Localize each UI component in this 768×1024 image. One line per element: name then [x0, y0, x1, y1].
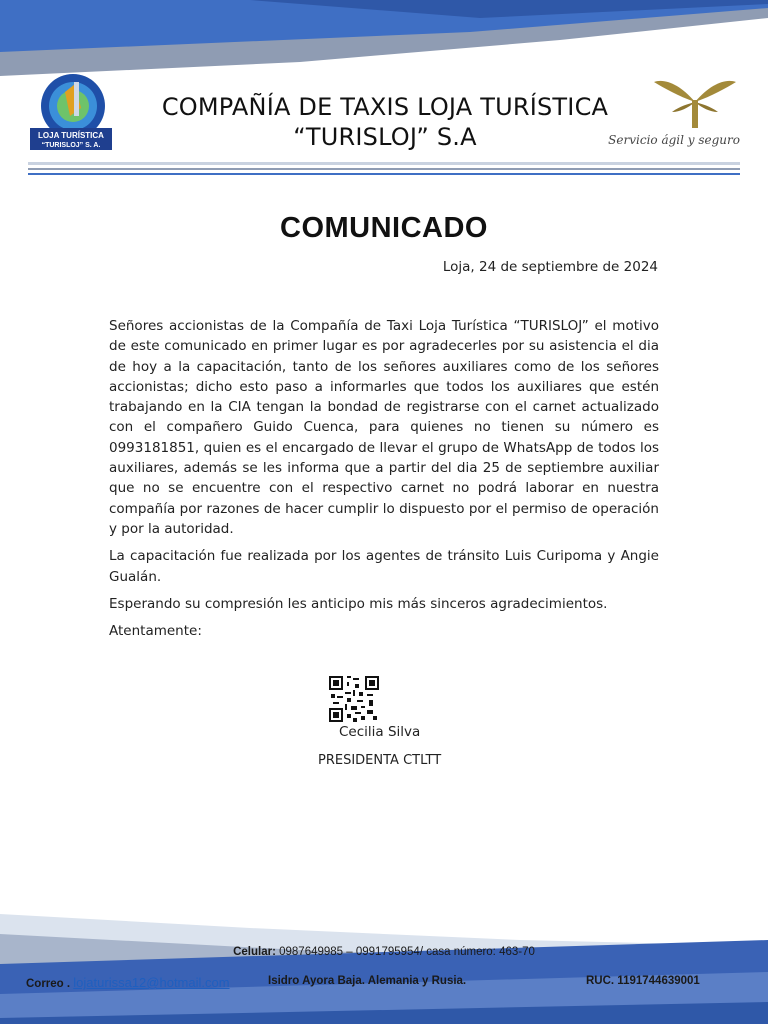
signature-qr-code [329, 676, 379, 722]
footer-contact [26, 975, 716, 990]
document-date: Loja, 24 de septiembre de 2024 [442, 259, 658, 275]
company-tagline: Servicio ágil y seguro [608, 133, 740, 147]
document-title: COMUNICADO [280, 212, 488, 244]
footer-banner [0, 900, 768, 1024]
footer-email-label: Correo . [26, 978, 74, 990]
company-logo-left [28, 72, 114, 152]
company-logo-right [650, 72, 740, 130]
signer-role: PRESIDENTA CTLTT [318, 753, 442, 768]
closing-salutation: Atentamente: [109, 623, 202, 640]
document-body [109, 316, 659, 648]
company-name-line2: “TURISLOJ” S.A [293, 123, 477, 151]
header-divider [28, 162, 740, 178]
body-paragraph: Esperando su compresión les anticipo mis más sinceros agradecimientos. [109, 595, 608, 612]
footer-email-link[interactable]: lojaturissa12@hotmail.com [73, 975, 230, 990]
company-name-line1: COMPAÑÍA DE TAXIS LOJA TURÍSTICA [161, 93, 609, 121]
signer-name: Cecilia Silva [339, 724, 421, 740]
footer-phone-label: Celular: [233, 946, 276, 958]
footer-ruc: RUC. 1191744639001 [586, 975, 700, 987]
body-paragraph: La capacitación fue realizada por los agentes de tránsito Luis Curipoma y Angie Gualán. [109, 548, 659, 585]
body-paragraph: Señores accionistas de la Compañía de Taxi Loja Turística “TURISLOJ” el motivo de este comunicado en primer lugar es por agradecerles por su asistencia el dia de hoy a la capacitación, tanto de los señores auxiliares como de los señores accionistas; dicho esto paso a informarles que todos los auxiliares que estén trabajando en la CIA tengan la bondad de registrarse con el carnet actualizado con el compañero Guido Cuenca, para quienes no tienen su número es 0993181851, quien es el encargado de llevar el grupo de WhatsApp de todos los auxiliares, además se les informa que a partir del dia 25 de septiembre auxiliar que no se encuentre con el respectivo carnet no podrá laborar en nuestra compañía por razones de hacer cumplir lo dispuesto por el permiso de operación y por la autoridad. [109, 318, 659, 537]
footer-address: Isidro Ayora Baja. Alemania y Rusia. [268, 975, 467, 987]
logo-text-bottom: “TURISLOJ” S. A. [41, 142, 101, 149]
company-name [118, 92, 652, 152]
footer-phone-value: 0987649985 – 0991795954/ casa número: 463-70 [275, 946, 535, 958]
footer-phone [0, 946, 768, 958]
logo-text-top: LOJA TURÍSTICA [38, 131, 104, 140]
